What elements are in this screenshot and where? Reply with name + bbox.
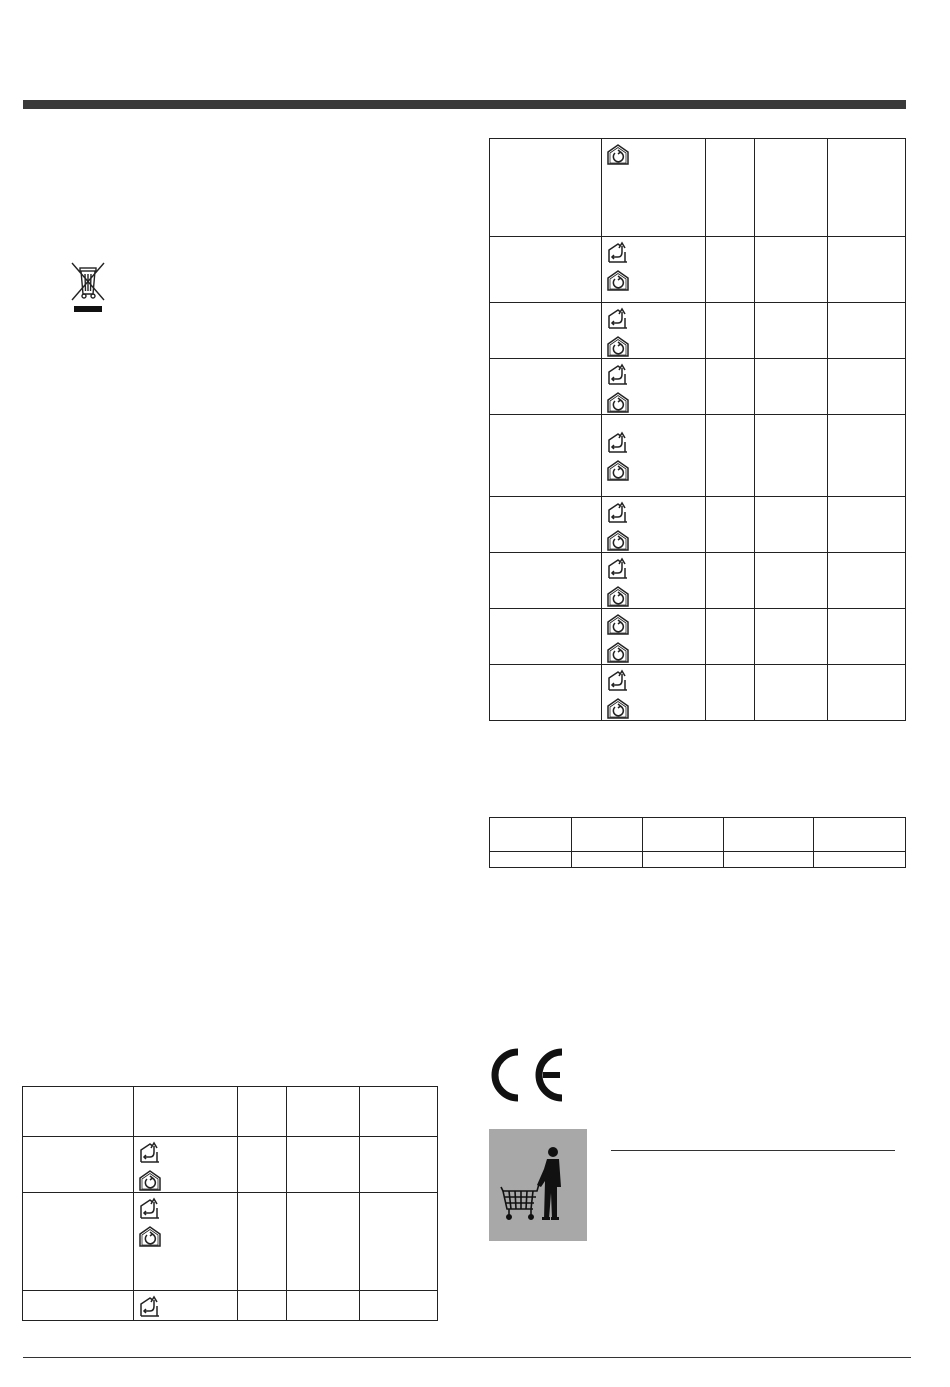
- table-cell: [23, 1291, 134, 1321]
- small-table-cell: [642, 852, 724, 868]
- mode-icon-cell: [601, 553, 705, 609]
- table-cell: [755, 237, 828, 303]
- house-arrow-out-icon: [606, 556, 630, 580]
- house-arrow-out-icon: [138, 1294, 162, 1318]
- table-row: [490, 359, 906, 415]
- table-cell: [705, 497, 755, 553]
- small-table-cell: [724, 818, 814, 852]
- table-row: [490, 497, 906, 553]
- house-recirculation-icon: [138, 1168, 162, 1192]
- house-recirculation-icon: [138, 1224, 162, 1248]
- house-arrow-out-icon: [606, 500, 630, 524]
- person-with-shopping-cart-icon: [489, 1129, 587, 1241]
- weee-bin-icon: [68, 260, 108, 314]
- house-recirculation-icon: [606, 640, 630, 664]
- table-cell: [705, 665, 755, 721]
- house-recirculation-icon: [606, 268, 630, 292]
- table-cell: [705, 139, 755, 237]
- mode-icon-cell: [601, 609, 705, 665]
- table-row: [490, 609, 906, 665]
- table-row: [490, 553, 906, 609]
- table-cell: [490, 415, 602, 497]
- shop-rule: [611, 1150, 895, 1151]
- table-row: [23, 1291, 438, 1321]
- footer-rule: [23, 1357, 911, 1358]
- small-table-cell: [814, 852, 906, 868]
- table-cell: [23, 1193, 134, 1291]
- table-cell: [828, 359, 906, 415]
- table-cell: [755, 609, 828, 665]
- small-table-cell: [490, 818, 572, 852]
- house-recirculation-icon: [606, 612, 630, 636]
- mode-icon-cell: [133, 1291, 237, 1321]
- table-cell: [287, 1193, 360, 1291]
- table-cell: [755, 139, 828, 237]
- table-cell: [705, 609, 755, 665]
- house-arrow-out-icon: [606, 430, 630, 454]
- table-cell: [490, 665, 602, 721]
- mode-icon-cell: [601, 359, 705, 415]
- left-mode-table: [22, 1086, 438, 1321]
- table-cell: [755, 415, 828, 497]
- small-table-cell: [814, 818, 906, 852]
- header-bar: [23, 100, 906, 109]
- house-recirculation-icon: [606, 390, 630, 414]
- right-mode-table: [489, 138, 906, 721]
- house-recirculation-icon: [606, 528, 630, 552]
- mode-icon-cell: [133, 1087, 237, 1137]
- shopper-panel: [489, 1129, 587, 1241]
- table-cell: [360, 1193, 438, 1291]
- table-cell: [828, 665, 906, 721]
- table-cell: [23, 1087, 134, 1137]
- table-row: [490, 139, 906, 237]
- small-table-cell: [571, 818, 642, 852]
- house-arrow-out-icon: [606, 306, 630, 330]
- house-recirculation-icon: [606, 458, 630, 482]
- mode-icon-cell: [601, 665, 705, 721]
- table-cell: [360, 1137, 438, 1193]
- table-cell: [287, 1087, 360, 1137]
- table-cell: [828, 139, 906, 237]
- table-cell: [755, 303, 828, 359]
- table-cell: [755, 553, 828, 609]
- table-cell: [360, 1291, 438, 1321]
- table-row: [490, 303, 906, 359]
- house-recirculation-icon: [606, 584, 630, 608]
- mode-icon-cell: [601, 139, 705, 237]
- mode-icon-cell: [601, 303, 705, 359]
- house-recirculation-icon: [606, 142, 630, 166]
- table-cell: [490, 609, 602, 665]
- table-cell: [237, 1291, 287, 1321]
- house-arrow-out-icon: [606, 668, 630, 692]
- table-cell: [705, 237, 755, 303]
- table-cell: [828, 553, 906, 609]
- table-cell: [237, 1087, 287, 1137]
- table-cell: [828, 415, 906, 497]
- table-cell: [755, 497, 828, 553]
- mode-icon-cell: [601, 497, 705, 553]
- table-cell: [755, 359, 828, 415]
- table-cell: [705, 415, 755, 497]
- table-cell: [360, 1087, 438, 1137]
- table-cell: [490, 303, 602, 359]
- table-cell: [490, 359, 602, 415]
- table-row: [23, 1137, 438, 1193]
- mode-icon-cell: [133, 1137, 237, 1193]
- table-cell: [490, 237, 602, 303]
- table-row: [23, 1193, 438, 1291]
- house-recirculation-icon: [606, 334, 630, 358]
- house-arrow-out-icon: [606, 240, 630, 264]
- small-table-cell: [724, 852, 814, 868]
- mode-icon-cell: [601, 415, 705, 497]
- mode-icon-cell: [601, 237, 705, 303]
- table-cell: [287, 1137, 360, 1193]
- house-arrow-out-icon: [138, 1140, 162, 1164]
- table-cell: [828, 609, 906, 665]
- house-arrow-out-icon: [138, 1196, 162, 1220]
- table-cell: [705, 359, 755, 415]
- table-cell: [490, 553, 602, 609]
- table-cell: [237, 1137, 287, 1193]
- mode-icon-cell: [133, 1193, 237, 1291]
- table-cell: [828, 497, 906, 553]
- ce-mark-icon: [488, 1046, 566, 1104]
- table-row: [490, 415, 906, 497]
- table-cell: [828, 303, 906, 359]
- table-cell: [828, 237, 906, 303]
- small-table: [489, 817, 906, 868]
- table-cell: [237, 1193, 287, 1291]
- table-cell: [287, 1291, 360, 1321]
- table-row: [23, 1087, 438, 1137]
- house-recirculation-icon: [606, 696, 630, 720]
- table-cell: [490, 497, 602, 553]
- house-arrow-out-icon: [606, 362, 630, 386]
- table-cell: [23, 1137, 134, 1193]
- small-table-cell: [490, 852, 572, 868]
- table-cell: [755, 665, 828, 721]
- small-table-cell: [642, 818, 724, 852]
- table-row: [490, 665, 906, 721]
- table-cell: [490, 139, 602, 237]
- table-row: [490, 237, 906, 303]
- table-cell: [705, 303, 755, 359]
- small-table-cell: [571, 852, 642, 868]
- table-cell: [705, 553, 755, 609]
